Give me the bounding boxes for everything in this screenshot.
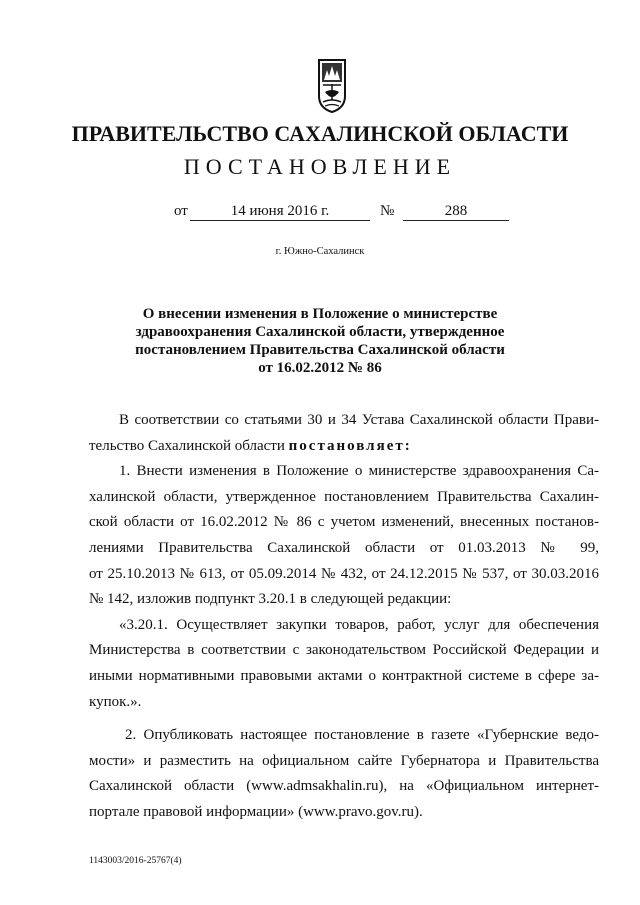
decree-date: 14 июня 2016 г. xyxy=(190,203,370,221)
body-line: лениями Правительства Сахалинской области от 01.03.2013 № 99, xyxy=(89,539,599,556)
subject-line: постановлением Правительства Сахалинской области xyxy=(135,342,505,358)
date-number-row xyxy=(0,203,640,227)
body-line: 1. Внести изменения в Положение о министерстве здравоохранения Са- xyxy=(119,463,599,480)
body-line: купок.». xyxy=(89,693,142,710)
body-line: Министерства в соответствии с законодательством Российской Федерации и xyxy=(89,642,599,659)
decree-number: 288 xyxy=(403,203,509,221)
from-label: от xyxy=(174,203,188,219)
subject-line: О внесении изменения в Положение о министерстве xyxy=(142,306,498,322)
body-line: мости» и разместить на официальном сайте Губернатора и Правительства xyxy=(89,752,599,769)
sakhalin-coat-of-arms-icon xyxy=(315,58,349,114)
decree-title: ПОСТАНОВЛЕНИЕ xyxy=(183,154,457,179)
body-line: портале правовой информации» (www.pravo.gov.ru). xyxy=(89,803,423,820)
body-line: ской области от 16.02.2012 № 86 с учетом изменений, внесенных постанов- xyxy=(89,514,599,531)
city-name: г. Южно-Сахалинск xyxy=(275,246,365,257)
body-line-text: тельство Сахалинской области xyxy=(89,437,289,454)
government-title: ПРАВИТЕЛЬСТВО САХАЛИНСКОЙ ОБЛАСТИ xyxy=(71,121,569,146)
body-line: халинской области, утвержденное постановлением Правительства Сахалин- xyxy=(89,488,599,505)
body-line xyxy=(89,434,599,460)
body-line: В соответствии со статьями 30 и 34 Устава Сахалинской области Прави- xyxy=(119,412,599,428)
subject-line: здравоохранения Сахалинской области, утвержденное xyxy=(135,324,505,340)
document-code: 1143003/2016-25767(4) xyxy=(89,856,182,866)
body-line: 2. Опубликовать настоящее постановление в газете «Губернские ведо- xyxy=(125,727,599,744)
body-line: № 142, изложив подпункт 3.20.1 в следующей редакции: xyxy=(89,591,452,608)
subject-line: от 16.02.2012 № 86 xyxy=(258,360,382,376)
decree-body xyxy=(89,408,599,826)
number-label: № xyxy=(380,203,395,219)
body-line: от 25.10.2013 № 613, от 05.09.2014 № 432, от 24.12.2015 № 537, от 30.03.2016 xyxy=(89,565,599,582)
body-line: иными нормативными правовыми актами о контрактной системе в сфере за- xyxy=(89,667,599,684)
paragraph-gap xyxy=(89,715,599,723)
body-line: «3.20.1. Осуществляет закупки товаров, работ, услуг для обеспечения xyxy=(119,616,599,633)
resolves-keyword: постановляет: xyxy=(288,437,412,454)
body-line: Сахалинской области (www.admsakhalin.ru), на «Официальном интернет- xyxy=(89,778,599,795)
decree-subject xyxy=(90,305,550,377)
